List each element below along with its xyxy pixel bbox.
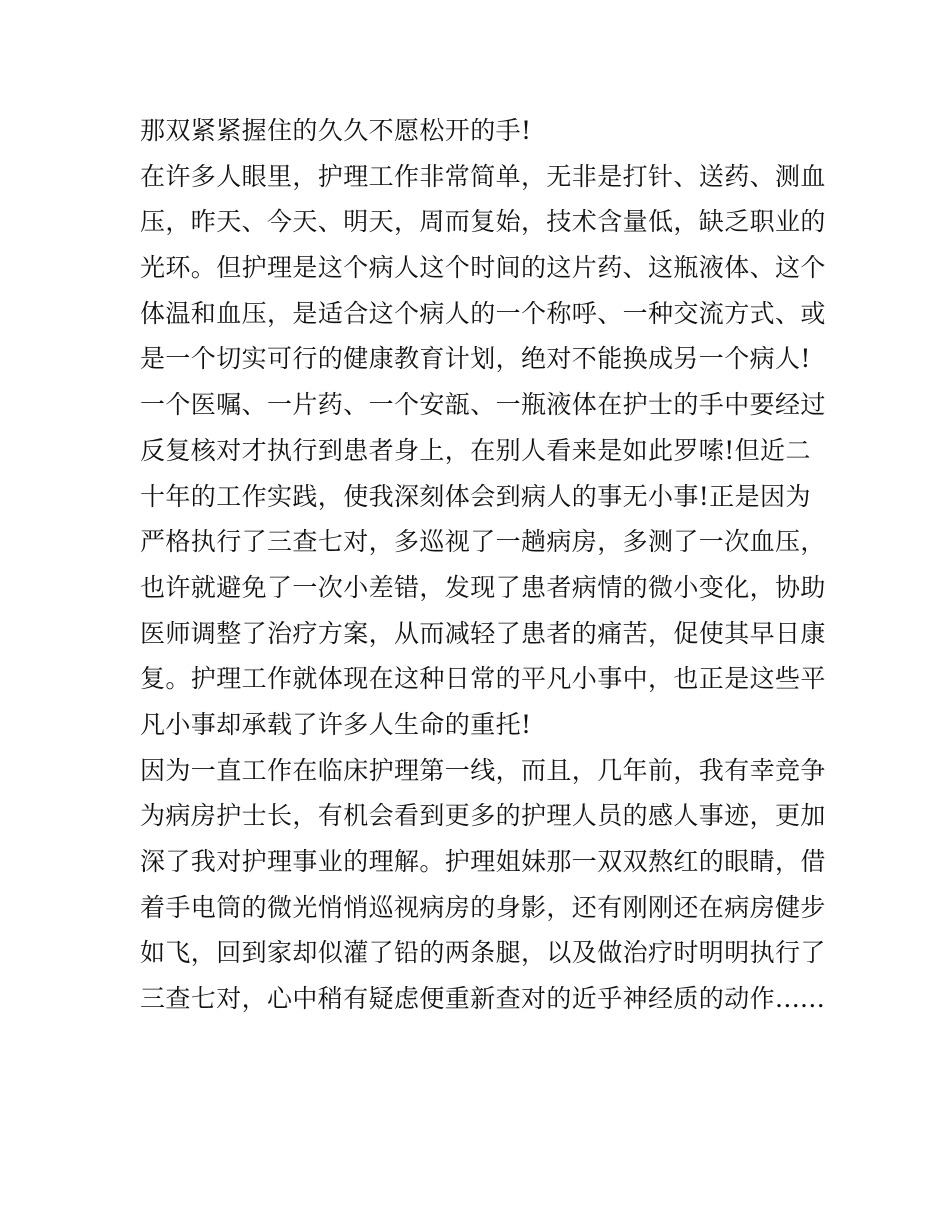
text-line: 也许就避免了一次小差错，发现了患者病情的微小变化，协助 (140, 572, 826, 602)
text-line: 医师调整了治疗方案，从而减轻了患者的痛苦，促使其早日康 (140, 618, 826, 648)
text-line: 十年的工作实践，使我深刻体会到病人的事无小事!正是因为 (140, 481, 811, 511)
text-line: 着手电筒的微光悄悄巡视病房的身影，还有刚刚还在病房健步 (140, 892, 826, 922)
text-line: 为病房护士长，有机会看到更多的护理人员的感人事迹，更加 (140, 801, 826, 831)
text-line: 反复核对才执行到患者身上，在别人看来是如此罗嗦!但近二 (140, 435, 811, 465)
text-line: 因为一直工作在临床护理第一线，而且，几年前，我有幸竞争 (140, 755, 826, 785)
body-text (140, 108, 830, 1022)
text-line: 一个医嘱、一片药、一个安瓿、一瓶液体在护士的手中要经过 (140, 390, 826, 420)
text-line: 凡小事却承载了许多人生命的重托! (140, 709, 532, 739)
text-line: 光环。但护理是这个病人这个时间的这片药、这瓶液体、这个 (140, 253, 826, 283)
text-line: 压，昨天、今天、明天，周而复始，技术含量低，缺乏职业的 (140, 207, 826, 237)
text-line: 体温和血压，是适合这个病人的一个称呼、一种交流方式、或 (140, 298, 826, 328)
text-line: 那双紧紧握住的久久不愿松开的手! (140, 116, 532, 145)
text-line: 如飞，回到家却似灌了铅的两条腿，以及做治疗时明明执行了 (140, 938, 826, 968)
text-line: 三查七对，心中稍有疑虑便重新查对的近乎神经质的动作...... (140, 984, 826, 1014)
text-line: 严格执行了三查七对，多巡视了一趟病房，多测了一次血压， (140, 527, 826, 557)
text-line: 是一个切实可行的健康教育计划，绝对不能换成另一个病人! (140, 344, 811, 374)
text-line: 复。护理工作就体现在这种日常的平凡小事中，也正是这些平 (140, 664, 826, 694)
text-line: 深了我对护理事业的理解。护理姐妹那一双双熬红的眼睛，借 (140, 847, 826, 876)
text-line: 在许多人眼里，护理工作非常简单，无非是打针、送药、测血 (140, 161, 826, 191)
